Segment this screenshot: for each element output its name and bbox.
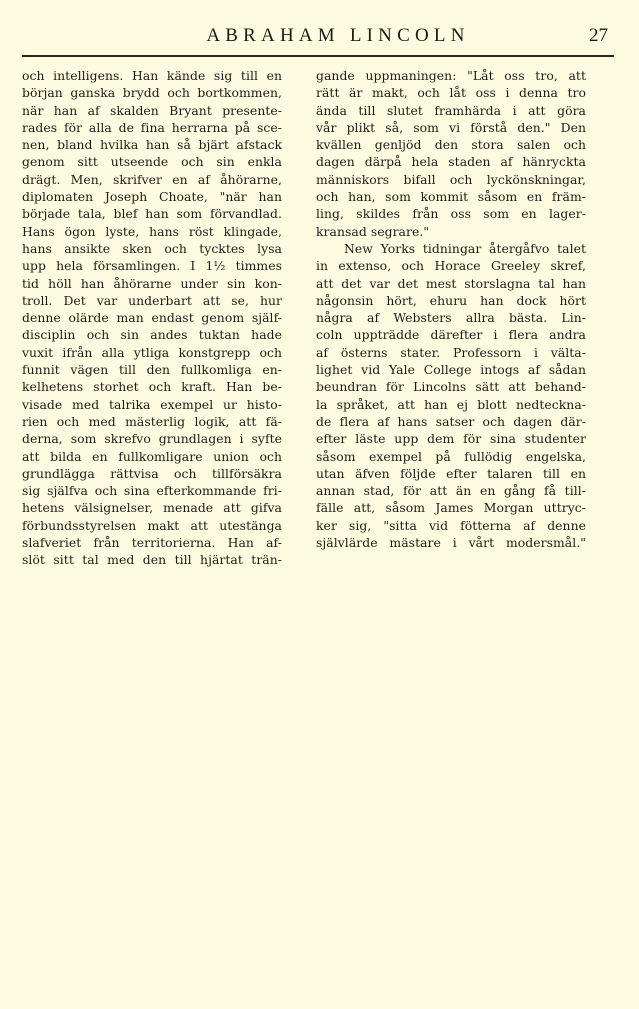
text-line: någonsin hört, ehuru han dock hört xyxy=(316,292,586,308)
text-line: slöt sitt tal med den till hjärtat trän- xyxy=(22,552,282,568)
text-line: coln uppträdde därefter i flera andra xyxy=(316,327,586,343)
text-line: beundran för Lincolns sätt att behand- xyxy=(316,379,586,395)
text-line: kvällen genljöd den stora salen och xyxy=(316,137,586,153)
text-line: visade med talrika exempel ur histo- xyxy=(22,396,282,412)
text-line: nen, bland hvilka han så bjärt afstack xyxy=(22,137,282,153)
text-line: diplomaten Joseph Choate, "när han xyxy=(22,189,282,205)
text-line: början ganska brydd och bortkommen, xyxy=(22,85,282,101)
text-line: såsom exempel på fullödig engelska, xyxy=(316,448,586,464)
text-line: funnit vägen till den fullkomliga en- xyxy=(22,362,282,378)
text-line: kelhetens storhet och kraft. Han be- xyxy=(22,379,282,395)
text-line: genom sitt utseende och sin enkla xyxy=(22,154,282,170)
book-page xyxy=(22,24,614,984)
text-line: och intelligens. Han kände sig till en xyxy=(22,68,282,83)
text-line: disciplin och sin andes tuktan hade xyxy=(22,327,282,343)
text-line: af österns stater. Professorn i välta- xyxy=(316,344,586,360)
text-line: upp hela församlingen. I 1½ timmes xyxy=(22,258,282,274)
text-line: gande uppmaningen: "Låt oss tro, att xyxy=(316,68,586,83)
text-line: in extenso, och Horace Greeley skref, xyxy=(316,258,586,274)
text-line: hans ansikte sken och tycktes lysa xyxy=(22,240,282,256)
text-line: slafveriet från territorierna. Han af- xyxy=(22,535,282,551)
text-line: drägt. Men, skrifver en af åhörarne, xyxy=(22,171,282,187)
text-line: hetens välsignelser, menade att gifva xyxy=(22,500,282,516)
text-line: vår plikt så, som vi förstå den." Den xyxy=(316,119,586,135)
text-line: förbundsstyrelsen makt att utestänga xyxy=(22,517,282,533)
text-line: ling, skildes från oss som en lager- xyxy=(316,206,586,222)
text-line: ända till slutet framhärda i att göra xyxy=(316,102,586,118)
left-column xyxy=(22,67,282,569)
text-line: fälle att, såsom James Morgan uttryc- xyxy=(316,500,586,516)
text-line: tid höll han åhörarne under sin kon- xyxy=(22,275,282,291)
text-line: denne olärde man endast genom själf- xyxy=(22,310,282,326)
text-line: la språket, att han ej blott nedteckna- xyxy=(316,396,586,412)
header-rule xyxy=(22,55,614,57)
text-line: att det var det mest storslagna tal han xyxy=(316,275,586,291)
text-line: att bilda en fullkomligare union och xyxy=(22,448,282,464)
text-line: människors bifall och lyckönskningar, xyxy=(316,171,586,187)
text-line: rades för alla de fina herrarna på sce- xyxy=(22,119,282,135)
text-line: efter läste upp dem för sina studenter xyxy=(316,431,586,447)
text-line: kransad segrare." xyxy=(316,223,430,239)
right-column xyxy=(316,67,586,551)
text-line: och han, som kommit såsom en främ- xyxy=(316,189,586,205)
text-line: utan äfven följde efter talaren till en xyxy=(316,465,586,481)
running-title: ABRAHAM LINCOLN xyxy=(206,25,470,46)
text-line: lighet vid Yale College intogs af sådan xyxy=(316,362,586,378)
paragraph-start-line: New Yorks tidningar återgåfvo talet xyxy=(344,240,586,256)
text-line: började tala, blef han som förvandlad. xyxy=(22,206,282,222)
text-line: de flera af hans satser och dagen där- xyxy=(316,413,586,429)
text-line: rien och med mästerlig logik, att fä- xyxy=(22,413,282,429)
text-line: när han af skalden Bryant presente- xyxy=(22,102,282,118)
text-line: några af Websters allra bästa. Lin- xyxy=(316,310,586,326)
text-line: grundlägga rättvisa och tillförsäkra xyxy=(22,465,282,481)
text-line: troll. Det var underbart att se, hur xyxy=(22,292,282,308)
page-number: 27 xyxy=(589,25,608,46)
text-line: ker sig, "sitta vid fötterna af denne xyxy=(316,517,586,533)
text-line: annan stad, för att än en gång få till- xyxy=(316,483,586,499)
text-line: rätt är makt, och låt oss i denna tro xyxy=(316,85,586,101)
text-line: derna, som skrefvo grundlagen i syfte xyxy=(22,431,282,447)
text-line: självlärde mästare i vårt modersmål." xyxy=(316,535,586,551)
running-head xyxy=(22,24,614,52)
text-line: sig själfva och sina efterkommande fri- xyxy=(22,483,282,499)
text-line: Hans ögon lyste, hans röst klingade, xyxy=(22,223,282,239)
text-line: dagen därpå hela staden af hänryckta xyxy=(316,154,586,170)
text-line: vuxit ifrån alla ytliga konstgrepp och xyxy=(22,344,282,360)
